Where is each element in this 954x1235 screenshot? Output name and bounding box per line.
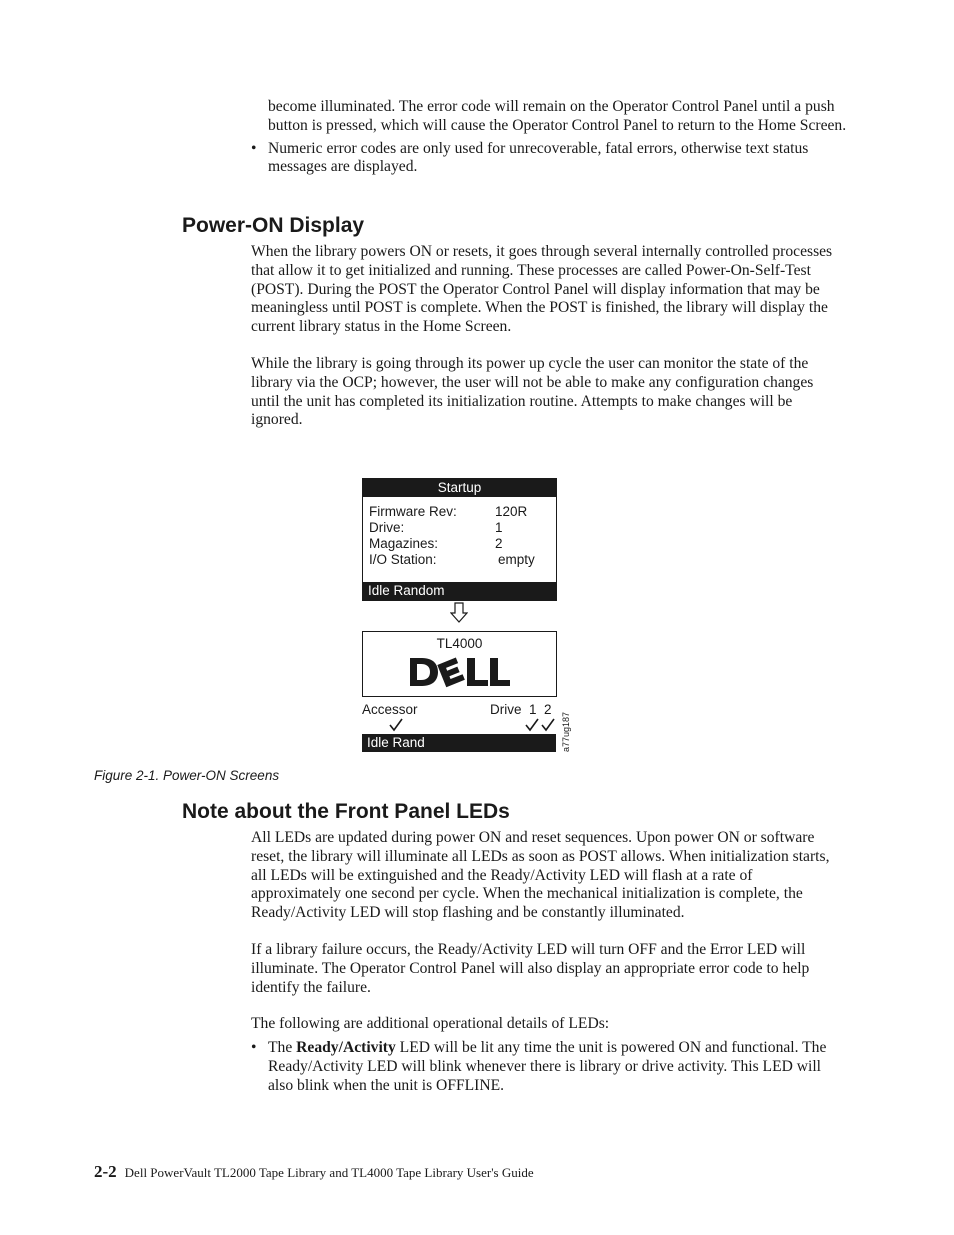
startup-status: Idle Random: [363, 582, 556, 600]
check-icon: [388, 717, 404, 733]
dell-logo: [363, 656, 556, 693]
lcd-row: [363, 552, 556, 568]
figure-caption: Figure 2-1. Power-ON Screens: [94, 768, 280, 783]
row-label: Firmware Rev:: [369, 504, 457, 519]
page-footer: [94, 1162, 854, 1182]
down-arrow-icon: [450, 602, 468, 624]
startup-screen: [362, 478, 557, 601]
leds-body: [251, 829, 843, 1096]
bold-term: Ready/Activity: [296, 1039, 396, 1057]
continued-list: [251, 98, 848, 177]
lcd-row: [363, 536, 556, 552]
startup-title: Startup: [363, 479, 556, 497]
bullet-icon: •: [251, 139, 257, 157]
art-code: a77ug187: [561, 711, 571, 752]
bullet-icon: •: [251, 1039, 257, 1057]
row-value: empty: [498, 552, 535, 567]
list-item-text: [268, 1039, 843, 1095]
row-value: 1: [495, 520, 503, 535]
continuation-text: become illuminated. The error code will remain on the Operator Control Panel until a push button is pressed, which will cause the Operator Control Panel to return to the Home Screen.: [268, 98, 847, 134]
dell-logo-icon: [408, 656, 512, 688]
lcd-row: [363, 504, 556, 520]
row-value: 120R: [495, 504, 528, 519]
row-label: Magazines:: [369, 536, 439, 551]
text-run: The: [268, 1039, 297, 1057]
power-on-body: [251, 243, 843, 430]
text-run: LED will be lit any time the unit is powered ON and functional. The Ready/Activity LED will blink whenever there is library or drive activity. This LED will also blink when the unit is OFFLINE.: [268, 1039, 827, 1094]
home-title: TL4000: [436, 636, 483, 651]
check-icon: [524, 717, 540, 733]
paragraph: When the library powers ON or resets, it goes through several internally controlled processes that allow it to get initialized and running. These processes are called Power-On-Self-Test (POST). During the POST the Operator Control Panel will display information that may be meaningless until POST is complete. When the POST is finished, the library will display the current library status in the Home Screen.: [251, 243, 833, 336]
paragraph: While the library is going through its power up cycle the user can monitor the state of the library via the OCP; however, the user will not be able to make any configuration changes until the unit has completed its initialization routine. Attempts to make changes will be ignored.: [251, 354, 814, 429]
row-value: 2: [495, 536, 503, 551]
paragraph: The following are additional operational details of LEDs:: [251, 1015, 610, 1033]
check-icon: [540, 717, 556, 733]
heading-power-on-display: Power-ON Display: [182, 214, 365, 237]
drive-label: Drive 1 2: [490, 702, 552, 717]
footer-title: Dell PowerVault TL2000 Tape Library and TL4000 Tape Library User's Guide: [124, 1165, 534, 1180]
list-item-text: Numeric error codes are only used for unrecoverable, fatal errors, otherwise text status messages are displayed.: [268, 139, 809, 176]
paragraph: All LEDs are updated during power ON and reset sequences. Upon power ON or software reset, the library will illuminate all LEDs as soon as POST allows. When initialization starts, all LEDs will be extinguished and the Ready/Activity LED will flash at a rate of approximately one second per cycle. When the mechanical initialization is complete, the Ready/Activity LED will stop flashing and be constantly illuminated.: [251, 829, 830, 922]
home-status: Idle Rand: [362, 734, 556, 752]
list-item: [251, 139, 848, 178]
home-screen: [362, 631, 557, 697]
page-number: 2-2: [94, 1162, 117, 1181]
paragraph: If a library failure occurs, the Ready/Activity LED will turn OFF and the Error LED will illuminate. The Operator Control Panel will also display an appropriate error code to help identify the failure.: [251, 940, 810, 996]
lcd-row: [363, 520, 556, 536]
row-label: Drive:: [369, 520, 405, 535]
row-label: I/O Station:: [369, 552, 437, 567]
list-item: [251, 1039, 843, 1095]
accessor-label: Accessor: [362, 702, 418, 717]
heading-front-panel-leds: Note about the Front Panel LEDs: [182, 800, 510, 823]
